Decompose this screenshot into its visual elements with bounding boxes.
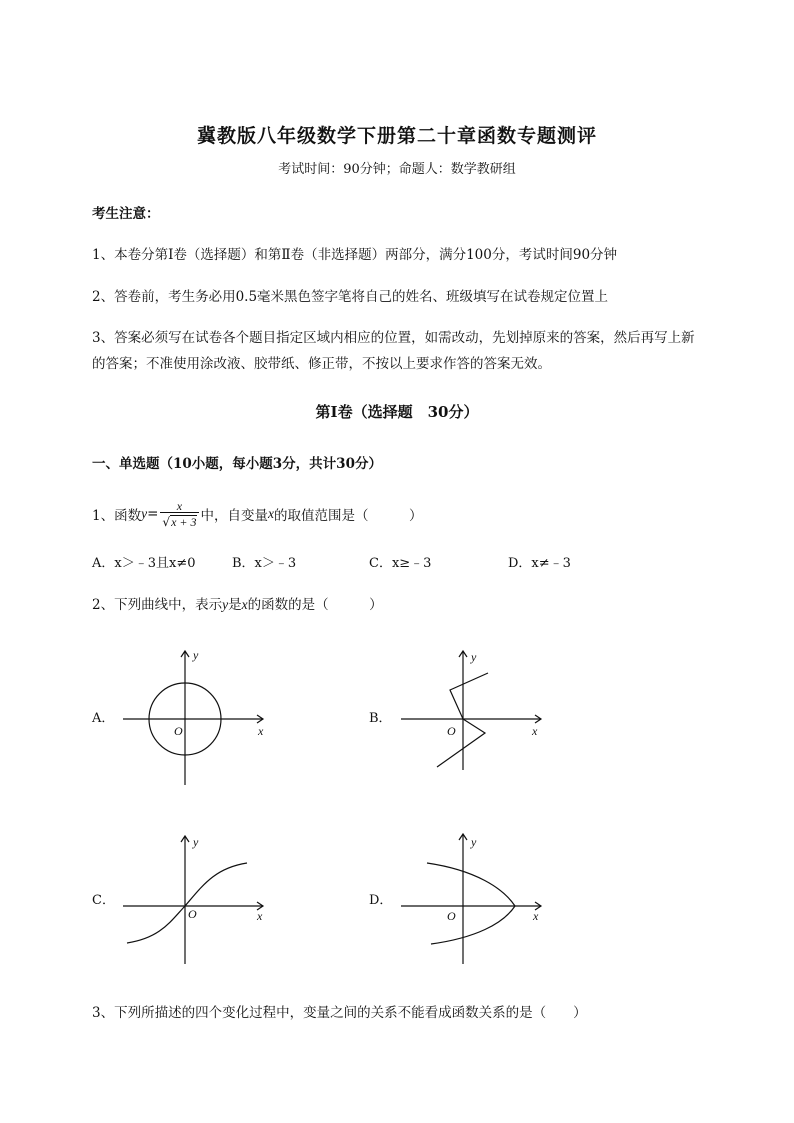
q2-y-var: y bbox=[222, 597, 229, 612]
notice-item-3-cont: 的答案；不准使用涂改液、胶带纸、修正带，不按以上要求作答的答案无效。 bbox=[92, 356, 551, 372]
q1-suffix-a: 中，自变量 bbox=[200, 508, 268, 524]
parabola-curve bbox=[427, 863, 515, 944]
q2-option-b-label[interactable]: B． bbox=[369, 711, 392, 726]
q2-option-a-label[interactable]: A． bbox=[92, 711, 115, 726]
q2-graph-d[interactable] bbox=[395, 830, 555, 970]
q2-option-d-label[interactable]: D． bbox=[369, 893, 393, 908]
x-axis-label: x bbox=[532, 724, 538, 738]
q1-option-c[interactable]: C．x≥﹣3 bbox=[369, 556, 432, 571]
q1-x-var: x bbox=[268, 506, 274, 521]
section-title: 第I卷（选择题 30分） bbox=[315, 403, 479, 421]
origin-label: O bbox=[188, 907, 197, 921]
origin-label: O bbox=[447, 724, 456, 738]
q1-y-var: y bbox=[141, 506, 148, 521]
notice-heading: 考生注意： bbox=[92, 206, 160, 222]
question-1 bbox=[92, 494, 423, 534]
q1-eq: = bbox=[147, 506, 159, 522]
y-axis-label: y bbox=[193, 648, 199, 662]
origin-label: O bbox=[174, 724, 183, 738]
y-axis-label: y bbox=[471, 650, 477, 664]
x-axis-label: x bbox=[258, 724, 264, 738]
q2-prefix: 2、下列曲线中，表示 bbox=[92, 597, 223, 613]
question-3: 3、下列所描述的四个变化过程中，变量之间的关系不能看成函数关系的是（ ） bbox=[92, 1005, 587, 1021]
q2-option-c-label[interactable]: C． bbox=[92, 893, 115, 908]
notice-item-1: 1、本卷分第I卷（选择题）和第Ⅱ卷（非选择题）两部分，满分100分，考试时间90分钟 bbox=[92, 247, 618, 263]
notice-item-3: 3、答案必须写在试卷各个题目指定区域内相应的位置，如需改动，先划掉原来的答案，然后再写上新 bbox=[92, 330, 695, 346]
y-axis-label: y bbox=[471, 835, 477, 849]
x-axis-label: x bbox=[257, 909, 263, 923]
page-title: 冀教版八年级数学下册第二十章函数专题测评 bbox=[196, 125, 597, 147]
exam-info: 考试时间：90分钟；命题人：数学教研组 bbox=[278, 162, 516, 177]
notice-item-2: 2、答卷前，考生务必用0.5毫米黑色签字笔将自己的姓名、班级填写在试卷规定位置上 bbox=[92, 289, 609, 305]
q1-option-b[interactable]: B．x＞﹣3 bbox=[232, 556, 297, 571]
q1-suffix-b: 的取值范围是（ ） bbox=[274, 508, 423, 524]
s-curve bbox=[127, 863, 247, 943]
q1-prefix: 1、函数 bbox=[92, 508, 142, 524]
q1-option-d[interactable]: D．x≠﹣3 bbox=[508, 556, 571, 571]
q2-graph-a[interactable] bbox=[115, 645, 275, 790]
y-axis-label: y bbox=[193, 835, 199, 849]
q2-suffix: 的函数的是（ ） bbox=[247, 597, 383, 613]
q1-fraction bbox=[160, 500, 198, 528]
part-title: 一、单选题（10小题，每小题3分，共计30分） bbox=[92, 456, 382, 472]
q1-radicand: x + 3 bbox=[171, 515, 197, 529]
q2-mid: 是 bbox=[228, 597, 242, 613]
q2-graph-c[interactable] bbox=[115, 830, 275, 970]
question-2 bbox=[92, 593, 383, 613]
q2-graph-b[interactable] bbox=[395, 645, 555, 775]
q1-denominator: √x + 3 bbox=[162, 515, 197, 529]
x-axis-label: x bbox=[533, 909, 539, 923]
origin-label: O bbox=[447, 909, 456, 923]
q1-option-a[interactable]: A．x＞﹣3且x≠0 bbox=[92, 556, 196, 571]
q2-x-var: x bbox=[241, 597, 248, 612]
q1-numerator: x bbox=[160, 500, 198, 513]
